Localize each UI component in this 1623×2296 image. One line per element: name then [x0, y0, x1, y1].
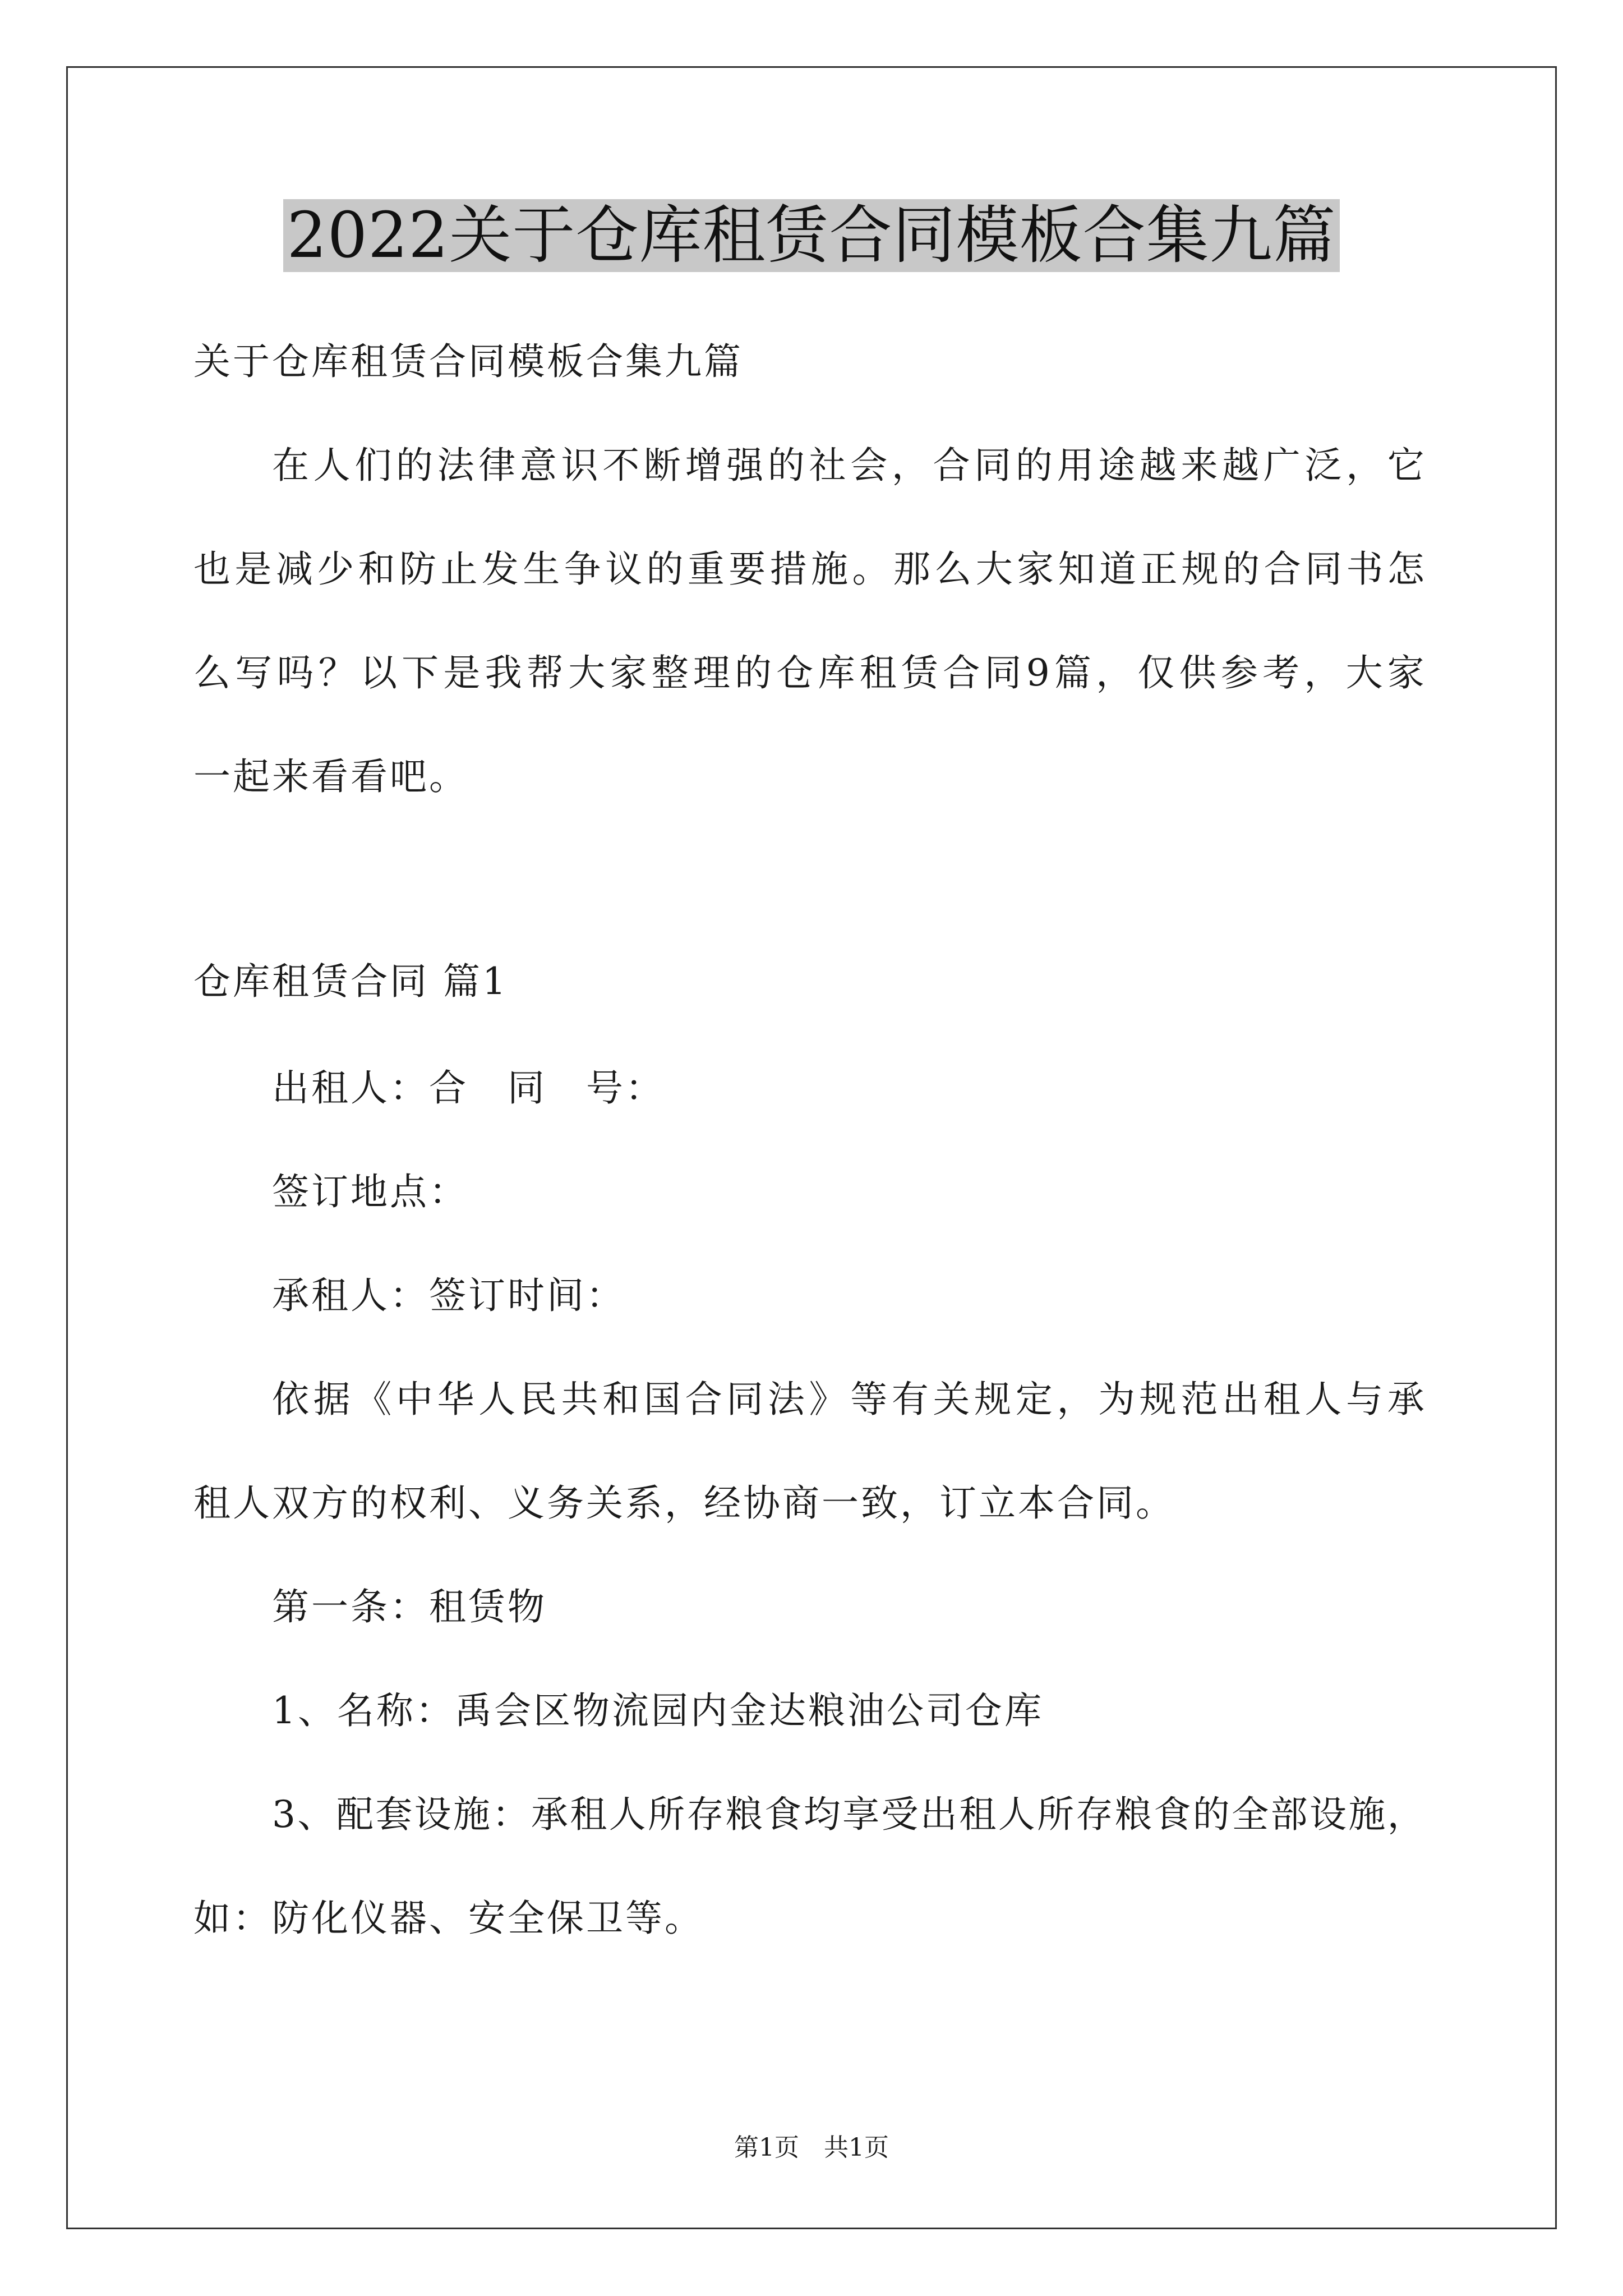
field-lessee: 承租人：签订时间：: [272, 1274, 625, 1317]
title-wrap: [0, 199, 1623, 272]
facility-line-2: 如：防化仪器、安全保卫等。: [193, 1897, 704, 1940]
page-number-footer: 第1页 共1页: [734, 2133, 889, 2162]
intro-line-3: 么 写 吗 ？ 以 下 是 我 帮 大 家 整 理 的 仓 库 租 赁 合 同 9 篇 ， 仅 供 参 考 ， 大 家: [193, 651, 1424, 694]
document-title: 2022关于仓库租赁合同模板合集九篇: [283, 199, 1339, 272]
intro-line-2: 也 是 减 少 和 防 止 发 生 争 议 的 重 要 措 施 。 那 么 大 家 知 道 正 规 的 合 同 书 怎: [193, 547, 1424, 591]
article-one: 第一条：租赁物: [272, 1585, 547, 1628]
intro-line-4: 一起来看看吧。: [193, 755, 468, 798]
field-lessor: 出租人：合 同 号：: [272, 1066, 665, 1110]
facility-line-1: 3 、 配 套 设 施 ： 承 租 人 所 存 粮 食 均 享 受 出 租 人 所 存 粮 食 的 全 部 设 施 ，: [272, 1793, 1424, 1836]
basis-line-1: 依 据 《 中 华 人 民 共 和 国 合 同 法 》 等 有 关 规 定 ， 为 规 范 出 租 人 与 承: [272, 1378, 1424, 1421]
intro-line-1: 在 人 们 的 法 律 意 识 不 断 增 强 的 社 会 ， 合 同 的 用 途 越 来 越 广 泛 ， 它: [272, 444, 1424, 487]
basis-line-2: 租人双方的权利、义务关系，经协商一致，订立本合同。: [193, 1481, 1175, 1525]
field-place: 签订地点：: [272, 1170, 468, 1213]
section-heading: 仓库租赁合同 篇1: [193, 960, 508, 1003]
document-subtitle: 关于仓库租赁合同模板合集九篇: [193, 340, 743, 383]
item-name: 1、名称：禹会区物流园内金达粮油公司仓库: [272, 1689, 1044, 1732]
